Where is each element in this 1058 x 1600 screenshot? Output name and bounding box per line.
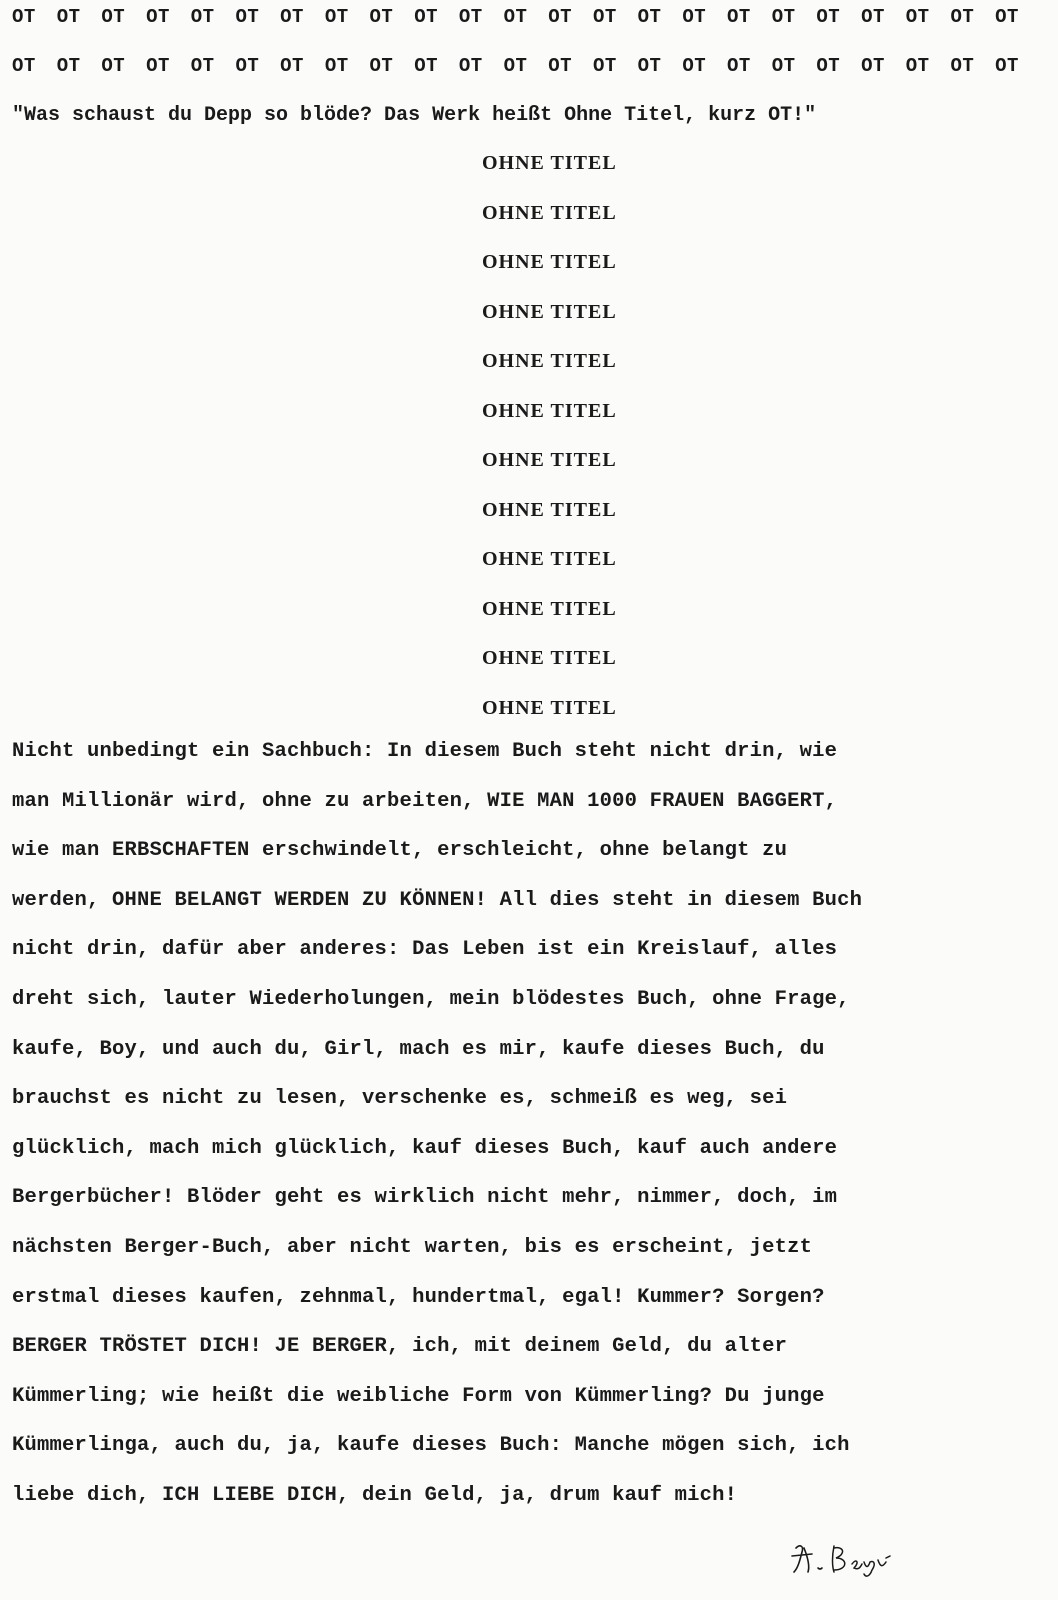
ohne-titel-item: OHNE TITEL <box>482 696 617 719</box>
ot-mark: OT <box>905 55 930 77</box>
ot-mark: OT <box>235 6 260 28</box>
ot-mark: OT <box>235 55 260 77</box>
body-line: Kümmerling; wie heißt die weibliche Form von Kümmerling? Du junge <box>12 1384 825 1408</box>
ot-mark: OT <box>458 6 483 28</box>
ot-mark: OT <box>816 55 841 77</box>
ohne-titel-item: OHNE TITEL <box>482 152 617 174</box>
ot-mark: OT <box>682 55 707 77</box>
body-line: nächsten Berger-Buch, aber nicht warten, bis es erscheint, jetzt <box>12 1235 813 1259</box>
body-line: werden, OHNE BELANGT WERDEN ZU KÖNNEN! All dies steht in diesem Buch <box>12 888 863 912</box>
ot-mark: OT <box>816 6 841 28</box>
ot-mark: OT <box>369 6 394 28</box>
ot-mark: OT <box>950 55 975 77</box>
ot-mark: OT <box>548 6 573 28</box>
ot-mark: OT <box>503 6 528 28</box>
ot-mark: OT <box>503 55 528 77</box>
ot-mark: OT <box>146 6 170 28</box>
ot-mark: OT <box>592 6 617 28</box>
ot-mark: OT <box>56 6 81 28</box>
body-line: Bergerbücher! Blöder geht es wirklich nicht mehr, nimmer, doch, im <box>12 1186 838 1210</box>
body-line: dreht sich, lauter Wiederholungen, mein blödestes Buch, ohne Frage, <box>12 987 850 1011</box>
ot-mark: OT <box>861 6 885 28</box>
ot-mark: OT <box>369 55 394 77</box>
ot-mark: OT <box>727 6 751 28</box>
ot-mark: OT <box>637 55 662 77</box>
ot-mark: OT <box>995 55 1019 77</box>
ohne-titel-item: OHNE TITEL <box>482 647 617 669</box>
ot-mark: OT <box>12 6 36 28</box>
ot-mark: OT <box>727 55 751 77</box>
ot-mark: OT <box>637 6 662 28</box>
ot-mark: OT <box>280 6 304 28</box>
ot-mark: OT <box>950 6 975 28</box>
body-paragraph <box>12 740 1052 1534</box>
ot-mark: OT <box>101 6 126 28</box>
ot-mark: OT <box>548 55 573 77</box>
ot-mark: OT <box>146 55 170 77</box>
body-line: wie man ERBSCHAFTEN erschwindelt, erschleicht, ohne belangt zu <box>12 839 788 863</box>
ot-mark: OT <box>905 6 930 28</box>
body-line: BERGER TRÖSTET DICH! JE BERGER, ich, mit deinem Geld, du alter <box>12 1335 788 1359</box>
ohne-titel-item: OHNE TITEL <box>482 498 617 521</box>
ot-mark: OT <box>324 55 349 77</box>
ot-mark: OT <box>771 55 796 77</box>
body-line: erstmal dieses kaufen, zehnmal, hundertmal, egal! Kummer? Sorgen? <box>12 1285 825 1309</box>
ohne-titel-item: OHNE TITEL <box>482 201 617 224</box>
ot-mark: OT <box>995 6 1019 28</box>
body-line: kaufe, Boy, und auch du, Girl, mach es mir, kaufe dieses Buch, du <box>12 1037 825 1061</box>
ot-mark: OT <box>101 55 126 77</box>
ot-mark: OT <box>458 55 483 77</box>
ot-mark: OT <box>190 55 215 77</box>
handwritten-signature <box>790 1538 900 1578</box>
ot-mark: OT <box>56 55 81 77</box>
ohne-titel-item: OHNE TITEL <box>482 399 617 422</box>
ot-mark: OT <box>414 6 438 28</box>
ot-mark: OT <box>324 6 349 28</box>
ot-mark: OT <box>771 6 796 28</box>
ohne-titel-item: OHNE TITEL <box>482 597 617 620</box>
ot-mark: OT <box>682 6 707 28</box>
ot-mark: OT <box>592 55 617 77</box>
opening-quote: "Was schaust du Depp so blöde? Das Werk heißt Ohne Titel, kurz OT!" <box>12 104 817 127</box>
ohne-titel-item: OHNE TITEL <box>482 251 617 273</box>
ot-header-row-1 <box>12 6 1052 28</box>
ot-mark: OT <box>414 55 438 77</box>
body-line: brauchst es nicht zu lesen, verschenke es, schmeiß es weg, sei <box>12 1087 788 1111</box>
ohne-titel-item: OHNE TITEL <box>482 548 617 570</box>
body-line: nicht drin, dafür aber anderes: Das Leben ist ein Kreislauf, alles <box>12 938 838 962</box>
ot-mark: OT <box>861 55 885 77</box>
body-line: liebe dich, ICH LIEBE DICH, dein Geld, ja, drum kauf mich! <box>12 1483 738 1507</box>
body-line: Kümmerlinga, auch du, ja, kaufe dieses Buch: Manche mögen sich, ich <box>12 1434 850 1458</box>
ohne-titel-item: OHNE TITEL <box>482 350 617 372</box>
ohne-titel-item: OHNE TITEL <box>482 449 617 471</box>
body-line: man Millionär wird, ohne zu arbeiten, WIE MAN 1000 FRAUEN BAGGERT, <box>12 789 838 813</box>
ot-header-row-2 <box>12 55 1052 77</box>
ot-mark: OT <box>190 6 215 28</box>
ot-mark: OT <box>12 55 36 77</box>
ohne-titel-item: OHNE TITEL <box>482 300 617 323</box>
ot-mark: OT <box>280 55 304 77</box>
body-line: glücklich, mach mich glücklich, kauf dieses Buch, kauf auch andere <box>12 1136 838 1160</box>
body-line: Nicht unbedingt ein Sachbuch: In diesem Buch steht nicht drin, wie <box>12 740 838 763</box>
ohne-titel-list <box>482 152 617 746</box>
